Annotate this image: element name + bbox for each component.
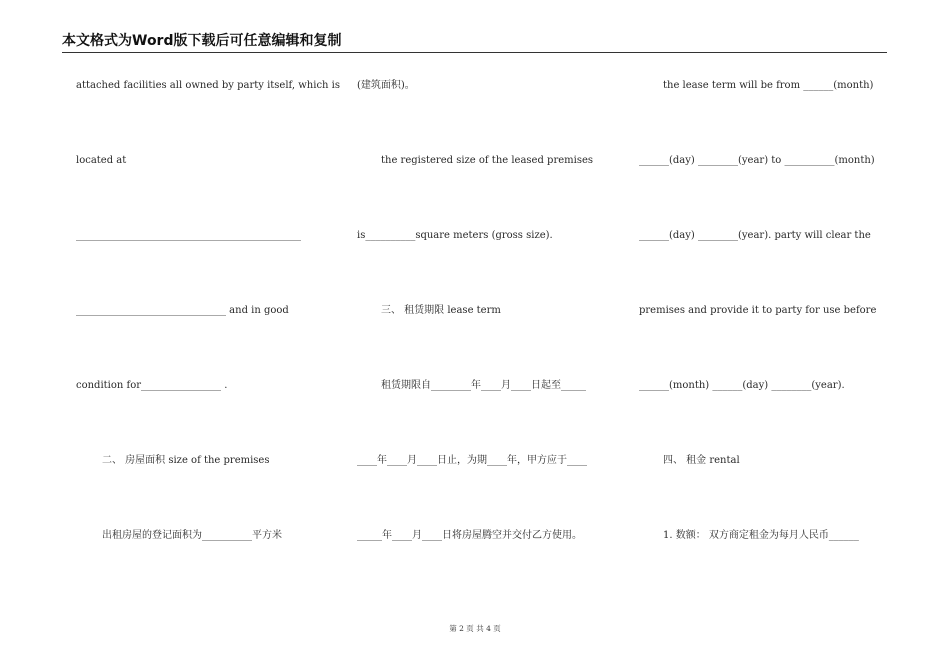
text-line: is__________square meters (gross size). [357, 230, 553, 241]
page-number-footer: 第 2 页 共 4 页 [449, 624, 501, 633]
text-line: ______(day) ________(year) to __________(month) [639, 155, 875, 166]
text-line: _____________________________________________ [76, 230, 301, 241]
text-line: attached facilities all owned by party itself, which is [76, 80, 340, 91]
text-line: ______(month) ______(day) ________(year). [639, 380, 845, 391]
header-divider [62, 52, 887, 53]
text-line: 1. 数额： 双方商定租金为每月人民币______ [663, 530, 859, 541]
text-line: 出租房屋的登记面积为__________平方米 [102, 530, 282, 541]
text-line: the registered size of the leased premises [381, 155, 594, 166]
text-line: the lease term will be from ______(month) [663, 80, 874, 91]
section-heading: 三、 租赁期限 lease term [381, 305, 501, 316]
section-heading: 二、 房屋面积 size of the premises [102, 455, 270, 466]
text-line: ______________________________ and in good [76, 305, 289, 316]
text-line: ____年____月____日止，为期____年，甲方应于____ [357, 455, 587, 466]
text-line: 租赁期限自________年____月____日起至_____ [381, 380, 586, 391]
page-header-title: 本文格式为Word版下载后可任意编辑和复制 [62, 33, 342, 49]
section-heading: 四、 租金 rental [663, 455, 740, 466]
text-line: located at [76, 155, 127, 166]
text-line: condition for________________ . [76, 380, 228, 391]
text-line: (建筑面积)。 [357, 80, 415, 91]
text-line: _____年____月____日将房屋腾空并交付乙方使用。 [357, 530, 582, 541]
text-line: premises and provide it to party for use before [639, 305, 877, 316]
text-line: ______(day) ________(year). party will clear the [639, 230, 871, 241]
